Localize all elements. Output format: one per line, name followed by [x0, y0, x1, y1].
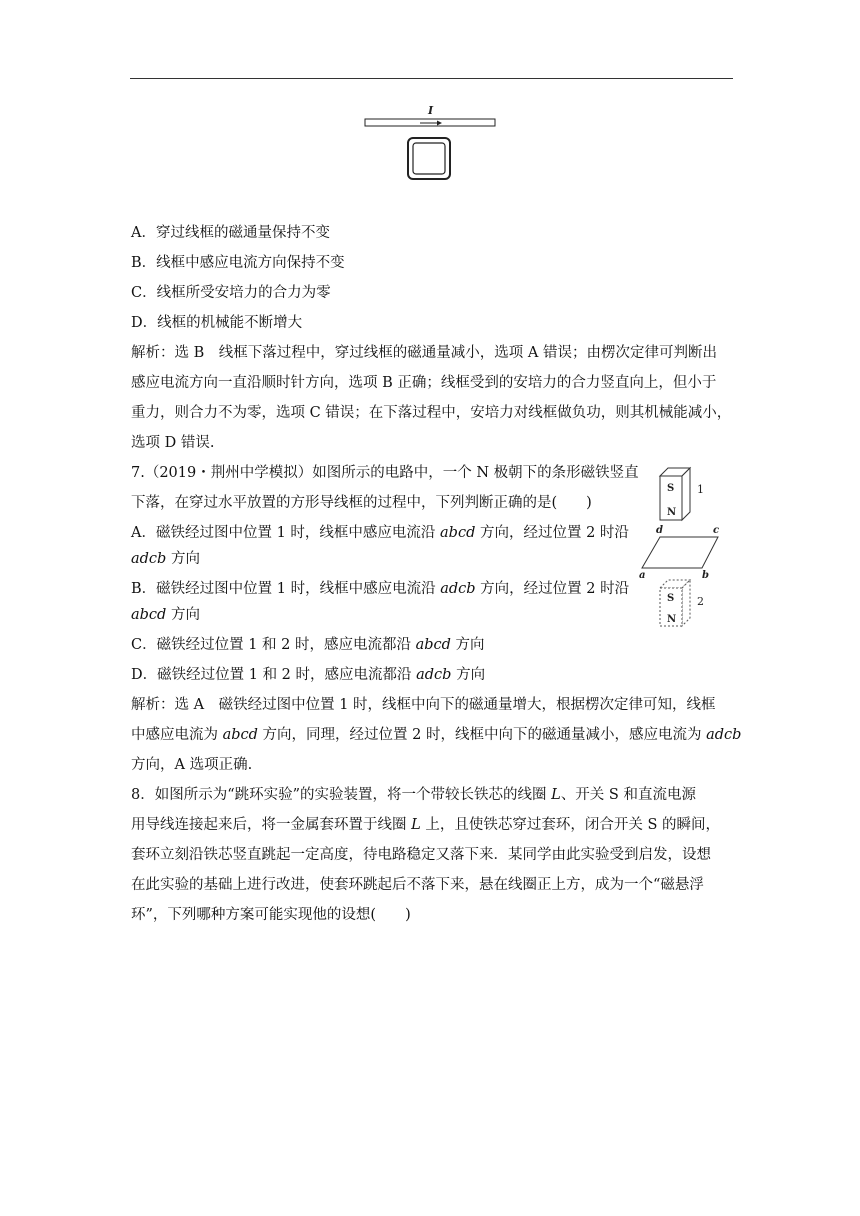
square-loop-outer — [408, 138, 450, 179]
position-1-label: 1 — [697, 483, 704, 496]
pole-s-2: S — [667, 593, 675, 604]
vertex-b: b — [702, 570, 709, 581]
q6-option-d: D．线框的机械能不断增大 — [131, 315, 303, 331]
q7-option-d: D．磁铁经过位置 1 和 2 时，感应电流都沿 adcb 方向 — [131, 667, 486, 683]
q7-analysis-line-2: 中感应电流为 abcd 方向，同理，经过位置 2 时，线框中向下的磁通量减小，感应电流为 adcb — [131, 727, 742, 743]
q6-analysis-line-2: 感应电流方向一直沿顺时针方向，选项 B 正确；线框受到的安培力的合力竖直向上，但小于 — [131, 375, 717, 391]
q8-line-4: 在此实验的基础上进行改进，使套环跳起后不落下来，悬在线圈正上方，成为一个“磁悬浮 — [131, 877, 704, 893]
wire-loop — [642, 537, 718, 568]
q8-line-2: 用导线连接起来后，将一金属套环置于线圈 L 上，且使铁芯穿过套环，闭合开关 S 的瞬间， — [131, 817, 721, 833]
q8-line-3: 套环立刻沿铁芯竖直跳起一定高度，待电路稳定又落下来．某同学由此实验受到启发，设想 — [131, 847, 711, 863]
header-rule — [130, 78, 733, 79]
pole-n-2: N — [667, 614, 677, 625]
figure-magnet-loop — [630, 462, 730, 634]
q6-option-a: A．穿过线框的磁通量保持不变 — [131, 225, 330, 241]
pole-n-1: N — [667, 507, 677, 518]
q6-analysis-line-3: 重力，则合力不为零，选项 C 错误；在下落过程中，安培力对线框做负功，则其机械能减小， — [131, 405, 732, 421]
vertex-c: c — [713, 525, 720, 536]
current-label: I — [428, 104, 434, 117]
q7-option-a-line-1: A．磁铁经过图中位置 1 时，线框中感应电流沿 abcd 方向，经过位置 2 时沿 — [131, 525, 629, 541]
q7-analysis-line-1: 解析：选 A 磁铁经过图中位置 1 时，线框中向下的磁通量增大，根据楞次定律可知，线框 — [131, 697, 716, 713]
q6-option-b: B．线框中感应电流方向保持不变 — [131, 255, 345, 271]
q7-stem-line-1: 7.（2019・荆州中学模拟）如图所示的电路中，一个 N 极朝下的条形磁铁竖直 — [131, 465, 639, 481]
q6-analysis-line-1: 解析：选 B 线框下落过程中，穿过线框的磁通量减小，选项 A 错误；由楞次定律可判断出 — [131, 345, 717, 361]
q8-line-5: 环”，下列哪种方案可能实现他的设想( ) — [131, 907, 411, 923]
vertex-d: d — [656, 525, 663, 536]
q6-analysis-line-4: 选项 D 错误. — [131, 435, 215, 451]
square-loop-inner — [413, 143, 445, 174]
q7-stem-line-2: 下落，在穿过水平放置的方形导线框的过程中，下列判断正确的是( ) — [131, 495, 592, 511]
q7-analysis-line-3: 方向，A 选项正确. — [131, 757, 253, 773]
vertex-a: a — [639, 570, 646, 581]
figure-wire-and-loop — [360, 100, 500, 184]
q6-option-c: C．线框所受安培力的合力为零 — [131, 285, 331, 301]
q8-line-1: 8．如图所示为“跳环实验”的实验装置，将一个带较长铁芯的线圈 L、开关 S 和直流电源 — [131, 787, 696, 803]
q7-option-a-line-2: adcb 方向 — [131, 551, 200, 567]
q7-option-b-line-1: B．磁铁经过图中位置 1 时，线框中感应电流沿 adcb 方向，经过位置 2 时沿 — [131, 581, 630, 597]
pole-s-1: S — [667, 483, 675, 494]
position-2-label: 2 — [697, 595, 704, 608]
q7-option-c: C．磁铁经过位置 1 和 2 时，感应电流都沿 abcd 方向 — [131, 637, 485, 653]
q7-option-b-line-2: abcd 方向 — [131, 607, 200, 623]
magnet-position-1 — [660, 468, 690, 520]
